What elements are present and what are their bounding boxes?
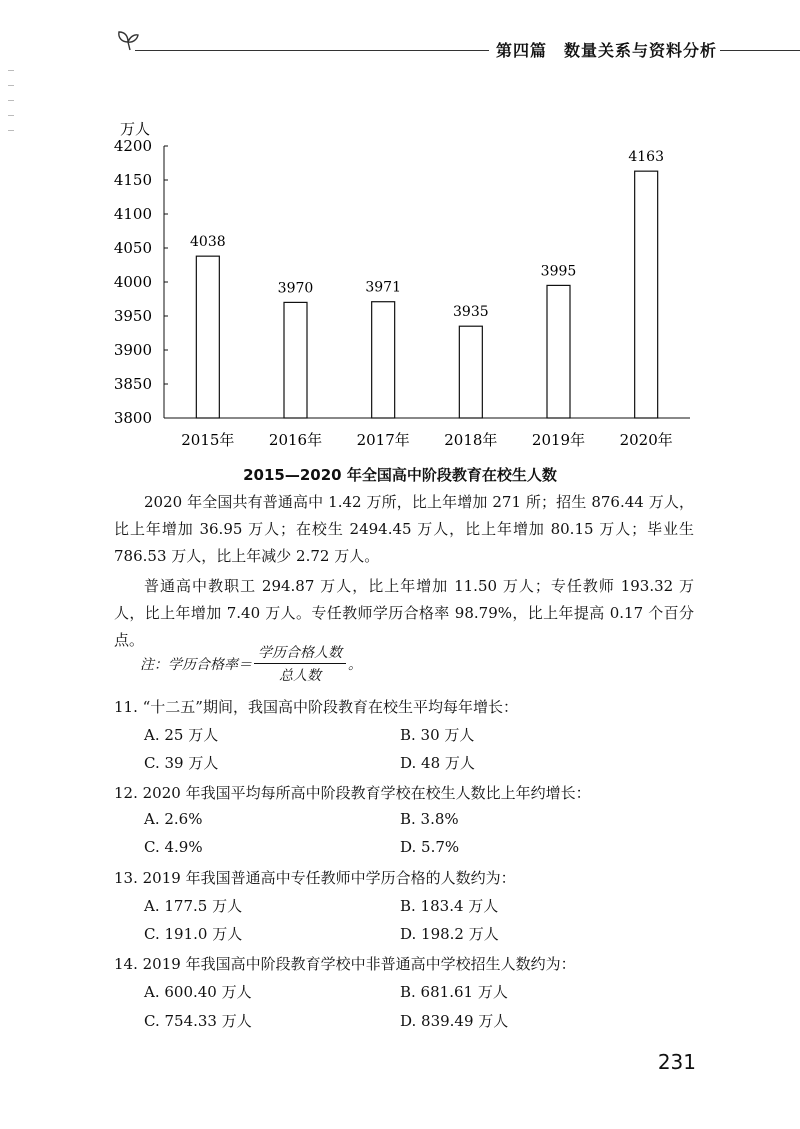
margin-mark (8, 130, 14, 131)
bar (635, 171, 658, 418)
option-c[interactable]: C. 4.9% (144, 838, 203, 856)
y-tick-label: 4050 (113, 239, 152, 257)
bar-value-label: 3970 (277, 280, 314, 297)
header-rule (135, 50, 489, 51)
section-title: 第四篇 数量关系与资料分析 (496, 41, 718, 60)
option-d[interactable]: D. 48 万人 (400, 754, 475, 772)
option-b[interactable]: B. 30 万人 (400, 726, 475, 744)
x-tick-label: 2016年 (268, 431, 323, 449)
y-tick-label: 4200 (113, 137, 152, 155)
bar (284, 302, 307, 418)
x-tick-label: 2018年 (444, 431, 498, 449)
option-c[interactable]: C. 191.0 万人 (144, 925, 243, 943)
x-tick-label: 2020年 (619, 431, 673, 449)
option-d[interactable]: D. 5.7% (400, 838, 460, 856)
option-b[interactable]: B. 183.4 万人 (400, 897, 499, 915)
option-a[interactable]: A. 2.6% (144, 810, 203, 828)
option-c[interactable]: C. 754.33 万人 (144, 1012, 252, 1030)
y-tick-label: 4000 (113, 273, 152, 291)
bar (196, 256, 219, 418)
y-tick-label: 4150 (113, 171, 152, 189)
margin-mark (8, 100, 14, 101)
bar-value-label: 3935 (453, 304, 489, 321)
option-b[interactable]: B. 681.61 万人 (400, 983, 508, 1001)
y-tick-label: 3800 (113, 409, 152, 427)
bar-value-label: 4163 (628, 149, 664, 166)
margin-mark (8, 85, 14, 86)
question-stem: 11. “十二五”期间，我国高中阶段教育在校生平均每年增长： (114, 698, 518, 716)
note-label: 注：学历合格率＝ (140, 656, 252, 673)
option-a[interactable]: A. 600.40 万人 (144, 983, 252, 1001)
fraction (254, 642, 346, 685)
option-d[interactable]: D. 839.49 万人 (400, 1012, 509, 1030)
bar (547, 285, 570, 418)
option-c[interactable]: C. 39 万人 (144, 754, 219, 772)
question-stem: 13. 2019 年我国普通高中专任教师中学历合格的人数约为： (114, 869, 516, 887)
bar (372, 302, 395, 418)
option-a[interactable]: A. 177.5 万人 (144, 897, 243, 915)
paragraph: 普通高中教职工 294.87 万人，比上年增加 11.50 万人；专任教师 193.32 万人，比上年增加 7.40 万人。专任教师学历合格率 98.79%，比上年提高 0.17 个百分点。 (114, 577, 694, 649)
question-stem: 12. 2020 年我国平均每所高中阶段教育学校在校生人数比上年约增长： (114, 784, 591, 802)
option-d[interactable]: D. 198.2 万人 (400, 925, 499, 943)
bar-chart (100, 112, 700, 457)
question-stem: 14. 2019 年我国高中阶段教育学校中非普通高中学校招生人数约为： (114, 955, 576, 973)
note-tail: 。 (348, 656, 362, 673)
chart-title: 2015—2020 年全国高中阶段教育在校生人数 (243, 466, 557, 484)
y-tick-label: 4100 (113, 205, 152, 223)
formula-note (140, 642, 362, 685)
y-axis-unit-label: 万人 (120, 120, 151, 138)
bar-value-label: 4038 (190, 234, 226, 251)
option-a[interactable]: A. 25 万人 (144, 726, 219, 744)
bar-value-label: 3971 (365, 279, 401, 296)
bar (459, 326, 482, 418)
x-tick-label: 2015年 (181, 431, 235, 449)
y-tick-label: 3850 (113, 375, 152, 393)
y-tick-label: 3900 (113, 341, 152, 359)
page-number: 231 (657, 1050, 696, 1074)
margin-mark (8, 115, 14, 116)
fraction-numerator: 学历合格人数 (254, 642, 346, 664)
option-b[interactable]: B. 3.8% (400, 810, 459, 828)
leaf-icon (116, 28, 140, 56)
margin-mark (8, 70, 14, 71)
paragraph: 2020 年全国共有普通高中 1.42 万所，比上年增加 271 所；招生 876.44 万人，比上年增加 36.95 万人；在校生 2494.45 万人，比上年增加 80.15 万人；毕业生 786.53 万人，比上年减少 2.72 万人。 (114, 493, 694, 565)
y-tick-label: 3950 (113, 307, 152, 325)
header-rule-right (720, 50, 800, 51)
x-tick-label: 2017年 (356, 431, 410, 449)
x-tick-label: 2019年 (531, 431, 586, 449)
fraction-denominator: 总人数 (279, 668, 321, 684)
bar-value-label: 3995 (540, 263, 577, 280)
